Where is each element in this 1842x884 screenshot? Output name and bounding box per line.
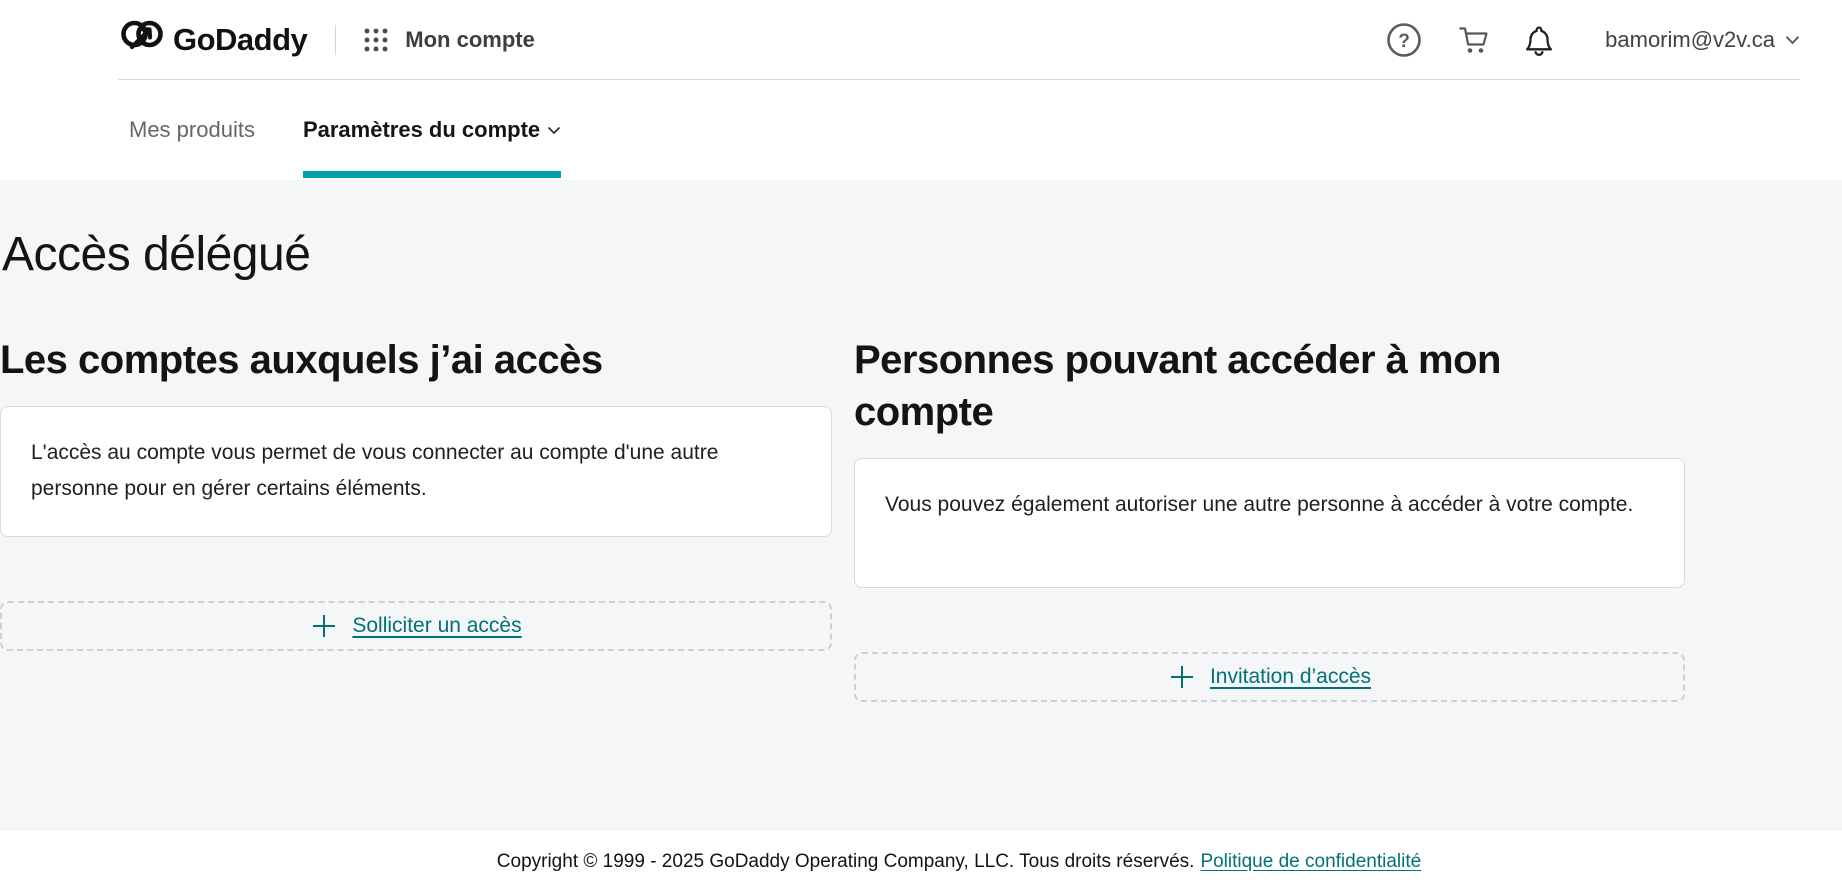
page-title: Accès délégué: [2, 228, 311, 281]
page-footer: [0, 831, 1842, 884]
privacy-policy-link[interactable]: Politique de confidentialité: [1200, 851, 1422, 872]
header-right: [1385, 21, 1800, 59]
godaddy-logo[interactable]: [120, 19, 307, 61]
footer-text: [497, 851, 1421, 873]
tab-parametres-du-compte[interactable]: [303, 80, 561, 180]
help-icon: [1385, 21, 1423, 59]
app-switcher-button[interactable]: [362, 26, 535, 54]
info-card-left-text: L'accès au compte vous permet de vous connecter au compte d'une autre personne pour en gérer certains éléments.: [31, 440, 719, 501]
section-heading-left: Les comptes auxquels j’ai accès: [0, 337, 603, 382]
info-card-left: [0, 406, 832, 538]
section-people-accessing-my-account: [854, 334, 1685, 702]
svg-text:?: ?: [1398, 31, 1410, 52]
header-pipe-divider: [335, 25, 336, 55]
request-access-button[interactable]: [0, 601, 832, 651]
app-switcher-label: Mon compte: [405, 27, 535, 52]
request-access-label: Solliciter un accès: [352, 614, 522, 638]
chevron-down-icon: [547, 126, 561, 135]
info-card-right-text: Vous pouvez également autoriser une autre personne à accéder à votre compte.: [885, 492, 1634, 516]
main-content: [0, 180, 1842, 831]
godaddy-heart-icon: [120, 19, 164, 61]
header-left: [120, 19, 535, 61]
bell-icon: [1523, 24, 1555, 56]
primary-tabs: [0, 80, 1842, 180]
chevron-down-icon: [1785, 35, 1800, 45]
invite-access-label: Invitation d’accès: [1209, 664, 1372, 688]
help-button[interactable]: [1385, 21, 1423, 59]
tab-label: Mes produits: [129, 117, 255, 142]
cart-button[interactable]: [1457, 25, 1489, 55]
account-menu-button[interactable]: [1605, 27, 1800, 53]
plus-icon: [310, 612, 338, 640]
info-card-right: [854, 458, 1685, 588]
copyright-text: Copyright © 1999 - 2025 GoDaddy Operating Company, LLC. Tous droits réservés.: [496, 851, 1195, 872]
notifications-button[interactable]: [1523, 24, 1555, 56]
logo-wordmark: GoDaddy: [173, 22, 308, 57]
grid-icon: [362, 26, 390, 54]
tab-mes-produits[interactable]: [129, 80, 255, 180]
invite-access-button[interactable]: [854, 652, 1685, 702]
columns: [0, 334, 1842, 702]
section-accounts-i-access: [0, 334, 832, 702]
account-email: bamorim@v2v.ca: [1605, 27, 1775, 52]
tab-label: Paramètres du compte: [302, 117, 541, 142]
section-heading-right: Personnes pouvant accéder à mon compte: [854, 337, 1501, 434]
app-header: [0, 0, 1842, 80]
cart-icon: [1457, 25, 1489, 55]
plus-icon: [1168, 663, 1196, 691]
